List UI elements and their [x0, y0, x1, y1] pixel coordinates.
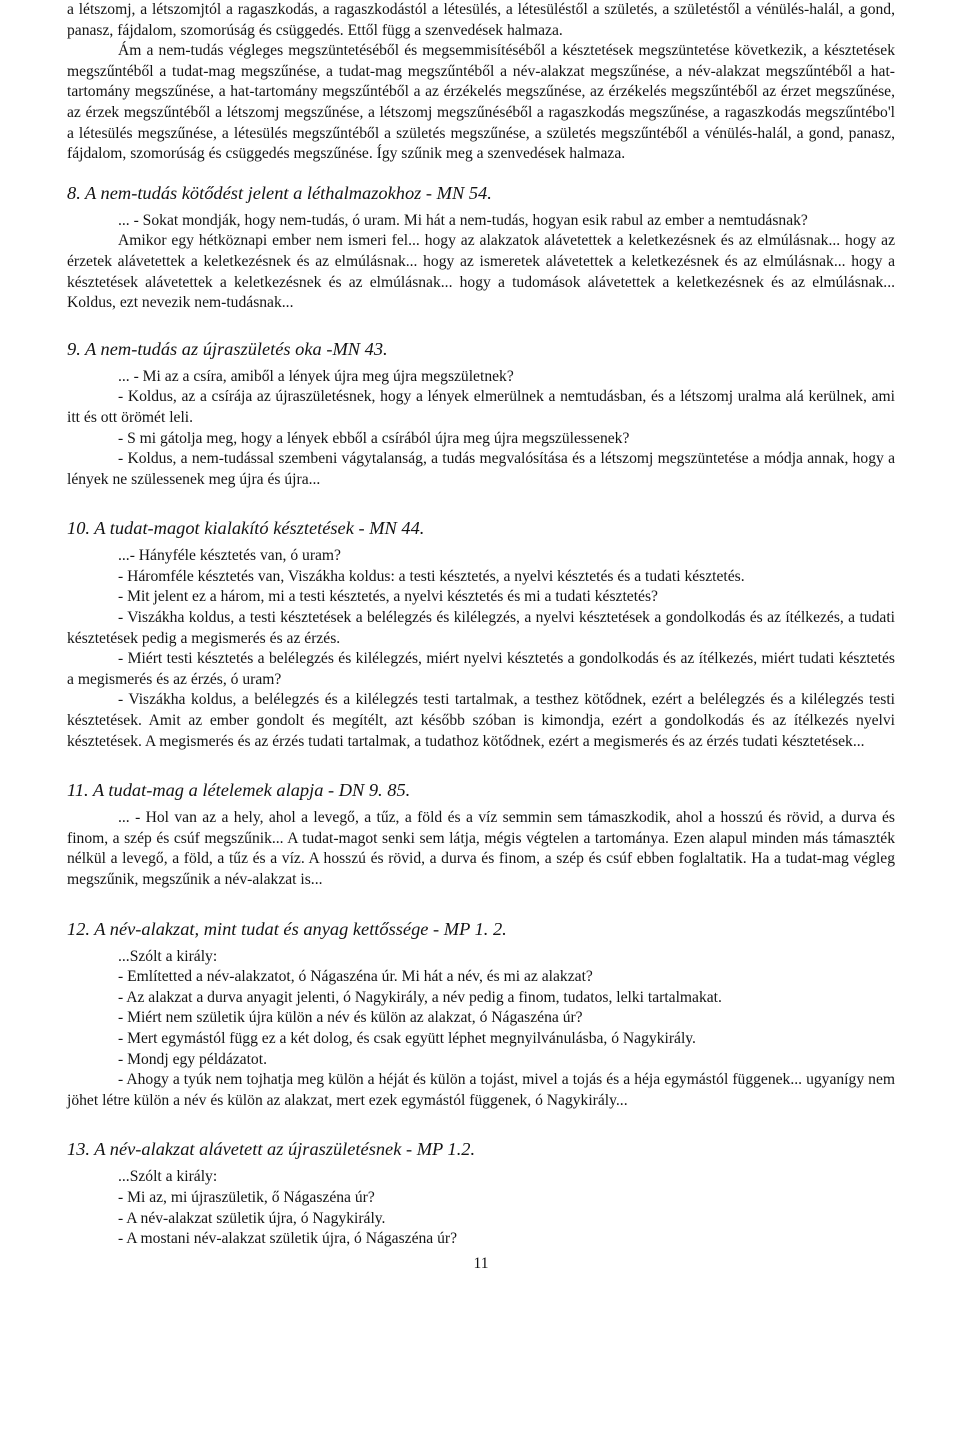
dialogue-line: - Háromféle késztetés van, Viszákha koldus: a testi késztetés, a nyelvi késztetés és a tudati késztetés. — [118, 567, 745, 585]
dialogue-line: - Mit jelent ez a három, mi a testi késztetés, a nyelvi késztetés és mi a tudati késztetés? — [118, 588, 658, 606]
section-heading: 10. A tudat-magot kialakító késztetések - MN 44. — [67, 518, 425, 539]
paragraph: Ám a nem-tudás végleges megszüntetéséből és megsemmisítéséből a késztetések megszüntetése következik, a késztetések megszűntéből a tudat-mag megszűnése, a tudat-mag megszűntéből a név-alakzat megszűnése, a név-alakzat megszűntéből a hat-tartomány megszűnése, a hat-tartomány megszűntéből a az érzékelés megszűnése, az érzékelés megszűntéből az érzet megszűnése, az érzek megszűntéből a létszomj megszűnése, a létszomj megszűnéséből a ragaszkodás megszűnése, a ragaszkodás megszűntébo'l a létesülés megszűnése, a létesülés megszűntéből a születés megszűnése, a születés megszűntéből a vénülés-halál, a gond, panasz, fájdalom, szomorúság és csüggedés megszűnése. Így szűnik meg a szenvedések halmaza. — [67, 42, 895, 163]
dialogue-line: ...Szólt a király: — [118, 947, 218, 965]
dialogue-line: - A mostani név-alakzat születik újra, ó Nágaszéna úr? — [118, 1230, 458, 1248]
paragraph: ... - Sokat mondják, hogy nem-tudás, ó uram. Mi hát a nem-tudás, hogyan esik rabul az ember a nemtudásnak? — [118, 211, 808, 229]
dialogue-line: ...Szólt a király: — [118, 1168, 218, 1186]
dialogue-line: - S mi gátolja meg, hogy a lények ebből a csírából újra meg újra megszülessenek? — [118, 429, 630, 447]
section-heading: 11. A tudat-mag a lételemek alapja - DN 9. 85. — [67, 780, 411, 801]
dialogue-line: - A név-alakzat születik újra, ó Nagykirály. — [118, 1209, 386, 1227]
document-page — [67, 0, 895, 1274]
dialogue-line: - Koldus, a nem-tudással szembeni vágytalanság, a tudás megvalósítása és a létszomj megszüntetése a módja annak, hogy a lények ne szülessenek meg újra és újra... — [67, 450, 895, 488]
dialogue-line: - Koldus, az a csírája az újraszületésnek, hogy a lények elmerülnek a nemtudásban, és a létszomj uralma alá kerülnek, ami itt és ott örömét leli. — [67, 388, 895, 426]
section-heading: 8. A nem-tudás kötődést jelent a léthalmazokhoz - MN 54. — [67, 182, 492, 203]
dialogue-line: - Az alakzat a durva anyagit jelenti, ó Nagykirály, a név pedig a finom, tudatos, lelki tartalmakat. — [118, 988, 722, 1006]
dialogue-line: - Mondj egy példázatot. — [118, 1050, 267, 1068]
paragraph: a létszomj, a létszomjtól a ragaszkodás, a ragaszkodástól a létesülés, a létesüléstől a születés, a születéstől a vénülés-halál, a gond, panasz, fájdalom, szomorúság és csüggedés. Ettől függ a szenvedések halmaza. — [67, 1, 895, 39]
dialogue-line: - Miért testi késztetés a belélegzés és kilélegzés, miért nyelvi késztetés a gondolkodás és az ítélkezés, miért tudati késztetés a megismerés és az érzés, ó uram? — [67, 650, 895, 688]
dialogue-line: - Mert egymástól függ ez a két dolog, és csak együtt léphet megnyilvánulásba, ó Nagykirály. — [118, 1029, 696, 1047]
page-number: 11 — [473, 1254, 489, 1272]
section-heading: 13. A név-alakzat alávetett az újraszületésnek - MP 1.2. — [67, 1139, 476, 1160]
dialogue-line: - Ahogy a tyúk nem tojhatja meg külön a héját és külön a tojást, mivel a tojás és a héja egymástól függenek... ugyanígy nem jöhet létre külön a név és külön az alakzat, mert ezek egymástól függenek, ó Nagykirály... — [67, 1071, 895, 1109]
dialogue-line: - Mi az, mi újraszületik, ő Nágaszéna úr? — [118, 1188, 375, 1206]
paragraph: ... - Hol van az a hely, ahol a levegő, a tűz, a föld és a víz semmin sem támaszkodik, ahol a hosszú és rövid, a durva és finom, a szép és csúf megszűnik... A tudat-magot senki sem látja, mégis végtelen a tartománya. Ezen alapul minden más támaszték nélkül a levegő, a föld, a tűz és a víz. A hosszú és rövid, a durva és finom, a szép és csúf ebben foglaltatik. Ha a tudat-mag végleg megszűnik, megszűnik a név-alakzat is... — [67, 809, 895, 888]
dialogue-line: ...- Hányféle késztetés van, ó uram? — [118, 547, 341, 565]
dialogue-line: - Említetted a név-alakzatot, ó Nágaszéna úr. Mi hát a név, és mi az alakzat? — [118, 968, 593, 986]
dialogue-line: ... - Mi az a csíra, amiből a lények újra meg újra megszületnek? — [118, 367, 514, 385]
paragraph: Amikor egy hétköznapi ember nem ismeri fel... hogy az alakzatok alávetettek a keletkezésnek és az elmúlásnak... hogy az érzetek alávetettek a keletkezésnek és az elmúlásnak... hogy az ismeretek alávetettek a keletkezésnek és az elmúlásnak... hogy a késztetések alávetettek a keletkezésnek és az elmúlásnak... hogy a tudomások alávetettek a keletkezésnek és az elmúlásnak... Koldus, ezt nevezik nem-tudásnak... — [67, 232, 895, 312]
section-heading: 12. A név-alakzat, mint tudat és anyag kettőssége - MP 1. 2. — [67, 918, 507, 939]
dialogue-line: - Viszákha koldus, a testi késztetések a belélegzés és kilélegzés, a nyelvi késztetések a gondolkodás és az ítélkezés, a tudati késztetések pedig a megismerés és az érzés. — [67, 609, 895, 647]
section-heading: 9. A nem-tudás az újraszületés oka -MN 43. — [67, 338, 388, 359]
dialogue-line: - Viszákha koldus, a belélegzés és a kilélegzés testi tartalmak, a testhez kötődnek, ezért a belélegzés és a kilélegzés testi késztetések. Amit az ember gondolt és megítélt, azt később szóban is kimondja, ezért a gondolkodás és az ítélkezés nyelvi késztetések. A megismerés és az érzés tudati tartalmak, a tudathoz kötődnek, ezért a megismerés és az érzés tudati késztetések... — [67, 691, 895, 750]
dialogue-line: - Miért nem születik újra külön a név és külön az alakzat, ó Nágaszéna úr? — [118, 1009, 583, 1027]
